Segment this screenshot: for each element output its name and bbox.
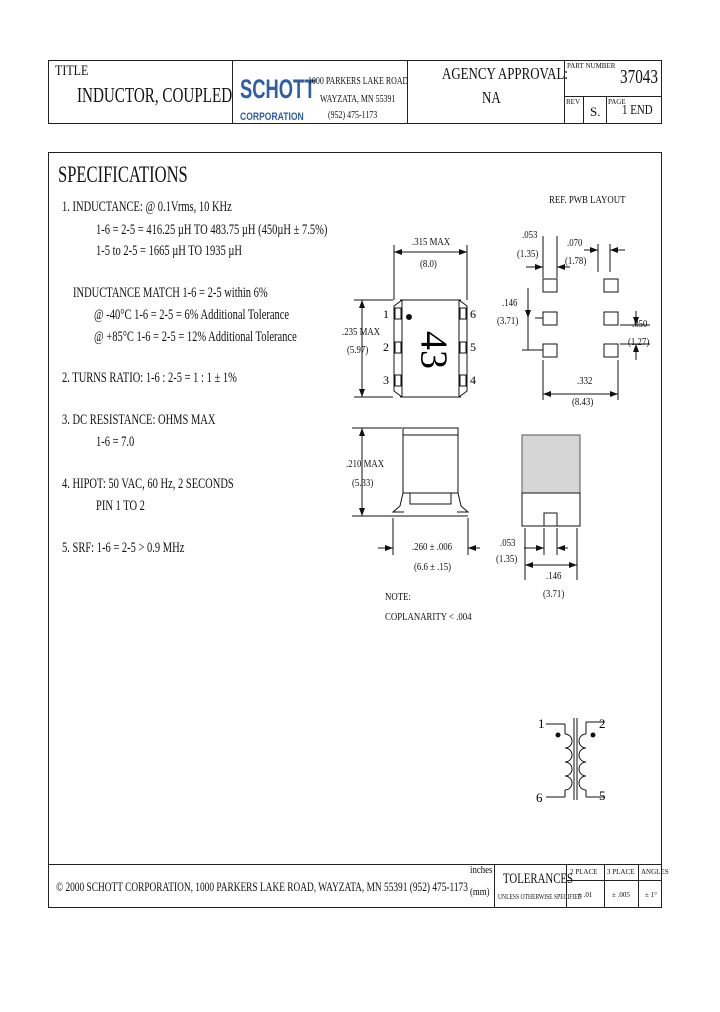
tolerances-divider	[604, 864, 605, 908]
tolerance-col-angles: ANGLES	[641, 868, 669, 876]
dim-height-in: .235 MAX	[342, 326, 381, 338]
specifications-heading: SPECIFICATIONS	[58, 162, 188, 187]
dim-end-a-mm: (1.35)	[496, 553, 518, 565]
note-label: NOTE:	[385, 591, 411, 603]
schematic-pin-label: 5	[599, 788, 606, 803]
schematic-pin-label: 2	[599, 716, 606, 731]
pin-label: 2	[383, 340, 389, 354]
rev-value: S.	[590, 104, 601, 119]
document-title: INDUCTOR, COUPLED	[77, 83, 233, 107]
dim-end-b-in: .146	[546, 570, 562, 582]
dim-lead-span-mm: (6.6 ± .15)	[414, 561, 452, 573]
pwb-pad-w-in: .053	[522, 229, 538, 241]
pin-label: 4	[470, 373, 476, 387]
spec-inductance: 1. INDUCTANCE: @ 0.1Vrms, 10 KHz	[62, 199, 232, 215]
tolerances-label: TOLERANCES	[503, 871, 574, 887]
spec-inductance-match: INDUCTANCE MATCH 1-6 = 2-5 within 6%	[73, 285, 268, 301]
unit-inches: inches	[470, 864, 493, 876]
pwb-pad-w-mm: (1.35)	[517, 248, 539, 260]
dim-end-a-in: .053	[500, 537, 516, 549]
spec-srf: 5. SRF: 1-6 = 2-5 > 0.9 MHz	[62, 540, 185, 556]
dim-width-mm: (8.0)	[420, 258, 437, 270]
dim-side-height-in: .210 MAX	[346, 458, 385, 470]
spec-hipot: 4. HIPOT: 50 VAC, 60 Hz, 2 SECONDS	[62, 476, 234, 492]
pin-label: 5	[470, 340, 476, 354]
pwb-pad-gap-in: .070	[567, 237, 583, 249]
schematic-diagram	[546, 718, 604, 800]
spec-hipot-pins: PIN 1 TO 2	[96, 498, 145, 514]
tolerances-divider	[638, 864, 639, 908]
schematic-pin-label: 1	[538, 716, 545, 731]
pwb-pitch-in: .146	[502, 297, 518, 309]
title-label: TITLE	[55, 63, 89, 79]
spec-dc-resistance-value: 1-6 = 7.0	[96, 434, 135, 450]
spec-match-cold: @ -40°C 1-6 = 2-5 = 6% Additional Tolerance	[94, 307, 290, 323]
part-number-label: PART NUMBER	[567, 62, 616, 70]
note-coplanarity: COPLANARITY < .004	[385, 611, 472, 623]
pin-label: 6	[470, 307, 476, 321]
dim-end-b-mm: (3.71)	[543, 588, 565, 600]
part-number: 37043	[620, 66, 658, 88]
agency-approval-value: NA	[482, 88, 501, 107]
rev-label: REV	[566, 98, 580, 106]
tolerance-value-3place: ± .005	[612, 891, 630, 899]
tolerance-col-2place: 2 PLACE	[570, 868, 598, 876]
pwb-span-in: .332	[577, 375, 593, 387]
company-logo: SCHOTT	[240, 74, 316, 104]
pwb-pad-gap-mm: (1.78)	[565, 255, 587, 267]
agency-approval-label: AGENCY APPROVAL:	[442, 64, 569, 83]
company-phone: (952) 475-1173	[328, 109, 378, 121]
spec-dc-resistance: 3. DC RESISTANCE: OHMS MAX	[62, 412, 216, 428]
pwb-pitch-mm: (3.71)	[497, 315, 519, 327]
pwb-title: REF. PWB LAYOUT	[549, 194, 626, 206]
copyright-notice: © 2000 SCHOTT CORPORATION, 1000 PARKERS LAKE ROAD, WAYZATA, MN 55391 (952) 475-1173	[56, 879, 468, 894]
component-marking: 43	[412, 331, 455, 369]
schematic-pin-labels	[536, 716, 606, 805]
pin-label: 3	[383, 373, 389, 387]
dim-width-in: .315 MAX	[412, 236, 451, 248]
pwb-span-mm: (8.43)	[572, 396, 594, 408]
pwb-row-mm: (1.27)	[628, 336, 650, 348]
spec-turns-ratio: 2. TURNS RATIO: 1-6 : 2-5 = 1 : 1 ± 1%	[62, 370, 237, 386]
dim-lead-span-in: .260 ± .006	[412, 541, 453, 553]
spec-match-hot: @ +85°C 1-6 = 2-5 = 12% Additional Tolerance	[94, 329, 297, 345]
tolerance-col-3place: 3 PLACE	[607, 868, 635, 876]
pwb-row-in: .050	[632, 318, 648, 330]
spec-inductance-value: 1-5 to 2-5 = 1665 µH TO 1935 µH	[96, 243, 242, 259]
page-value: 1 END	[622, 103, 653, 118]
tolerance-value-angles: ± 1°	[645, 891, 657, 899]
spec-inductance-value: 1-6 = 2-5 = 416.25 µH TO 483.75 µH (450µH ± 7.5%)	[96, 222, 328, 238]
unit-mm: (mm)	[470, 886, 490, 898]
tolerance-value-2place: ± .01	[578, 891, 593, 899]
component-top-view	[354, 245, 467, 397]
dim-height-mm: (5.97)	[347, 344, 369, 356]
component-side-view	[352, 428, 480, 555]
page-label: PAGE	[608, 98, 626, 106]
component-end-view	[522, 435, 580, 580]
company-logo-sub: CORPORATION	[240, 111, 304, 123]
tolerances-sub: UNLESS OTHERWISE SPECIFIED	[498, 893, 582, 901]
pin-label: 1	[383, 307, 389, 321]
schematic-pin-label: 6	[536, 790, 543, 805]
company-address: 1000 PARKERS LAKE ROAD	[308, 75, 409, 87]
company-address: WAYZATA, MN 55391	[320, 93, 396, 105]
dim-side-height-mm: (5.33)	[352, 477, 374, 489]
